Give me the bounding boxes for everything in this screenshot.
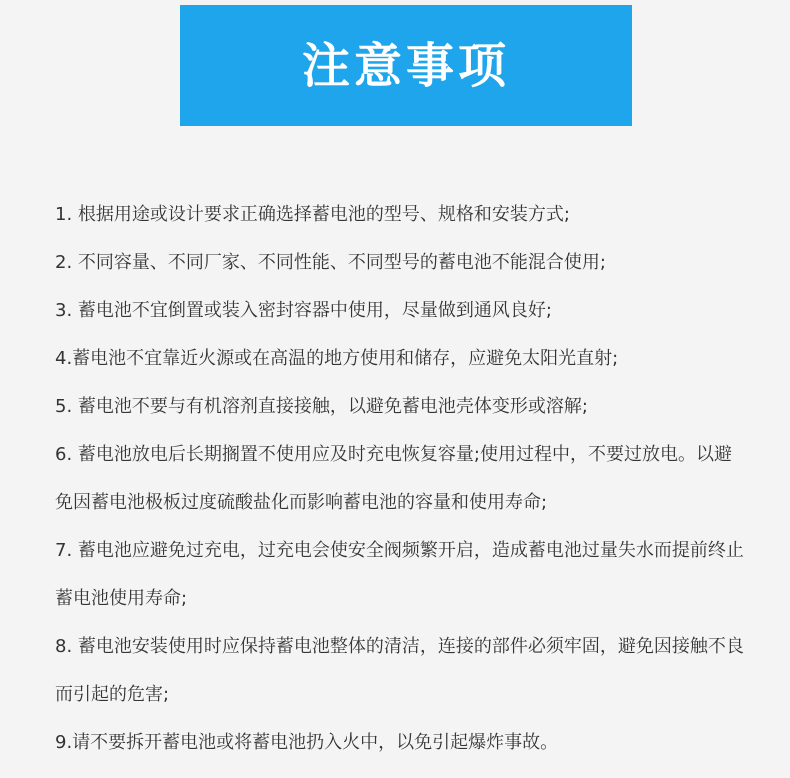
note-item-9: 9.请不要拆开蓄电池或将蓄电池扔入火中，以免引起爆炸事故。 (55, 732, 559, 753)
note-item-4: 4.蓄电池不宜靠近火源或在高温的地方使用和储存，应避免太阳光直射; (55, 348, 619, 369)
note-item-1: 1. 根据用途或设计要求正确选择蓄电池的型号、规格和安装方式; (55, 204, 570, 225)
note-item-3: 3. 蓄电池不宜倒置或装入密封容器中使用，尽量做到通风良好; (55, 300, 552, 321)
notes-list (55, 191, 745, 767)
note-item-7: 7. 蓄电池应避免过充电，过充电会使安全阀频繁开启，造成蓄电池过量失水而提前终止蓄电池使用寿命; (55, 540, 744, 609)
title-banner (180, 5, 632, 126)
page-title: 注意事项 (301, 37, 510, 94)
note-item-8: 8. 蓄电池安装使用时应保持蓄电池整体的清洁，连接的部件必须牢固，避免因接触不良而引起的危害; (55, 636, 744, 705)
note-item-2: 2. 不同容量、不同厂家、不同性能、不同型号的蓄电池不能混合使用; (55, 252, 606, 273)
note-item-6: 6. 蓄电池放电后长期搁置不使用应及时充电恢复容量;使用过程中，不要过放电。以避免因蓄电池极板过度硫酸盐化而影响蓄电池的容量和使用寿命; (55, 444, 732, 513)
note-item-5: 5. 蓄电池不要与有机溶剂直接接触，以避免蓄电池壳体变形或溶解; (55, 396, 588, 417)
